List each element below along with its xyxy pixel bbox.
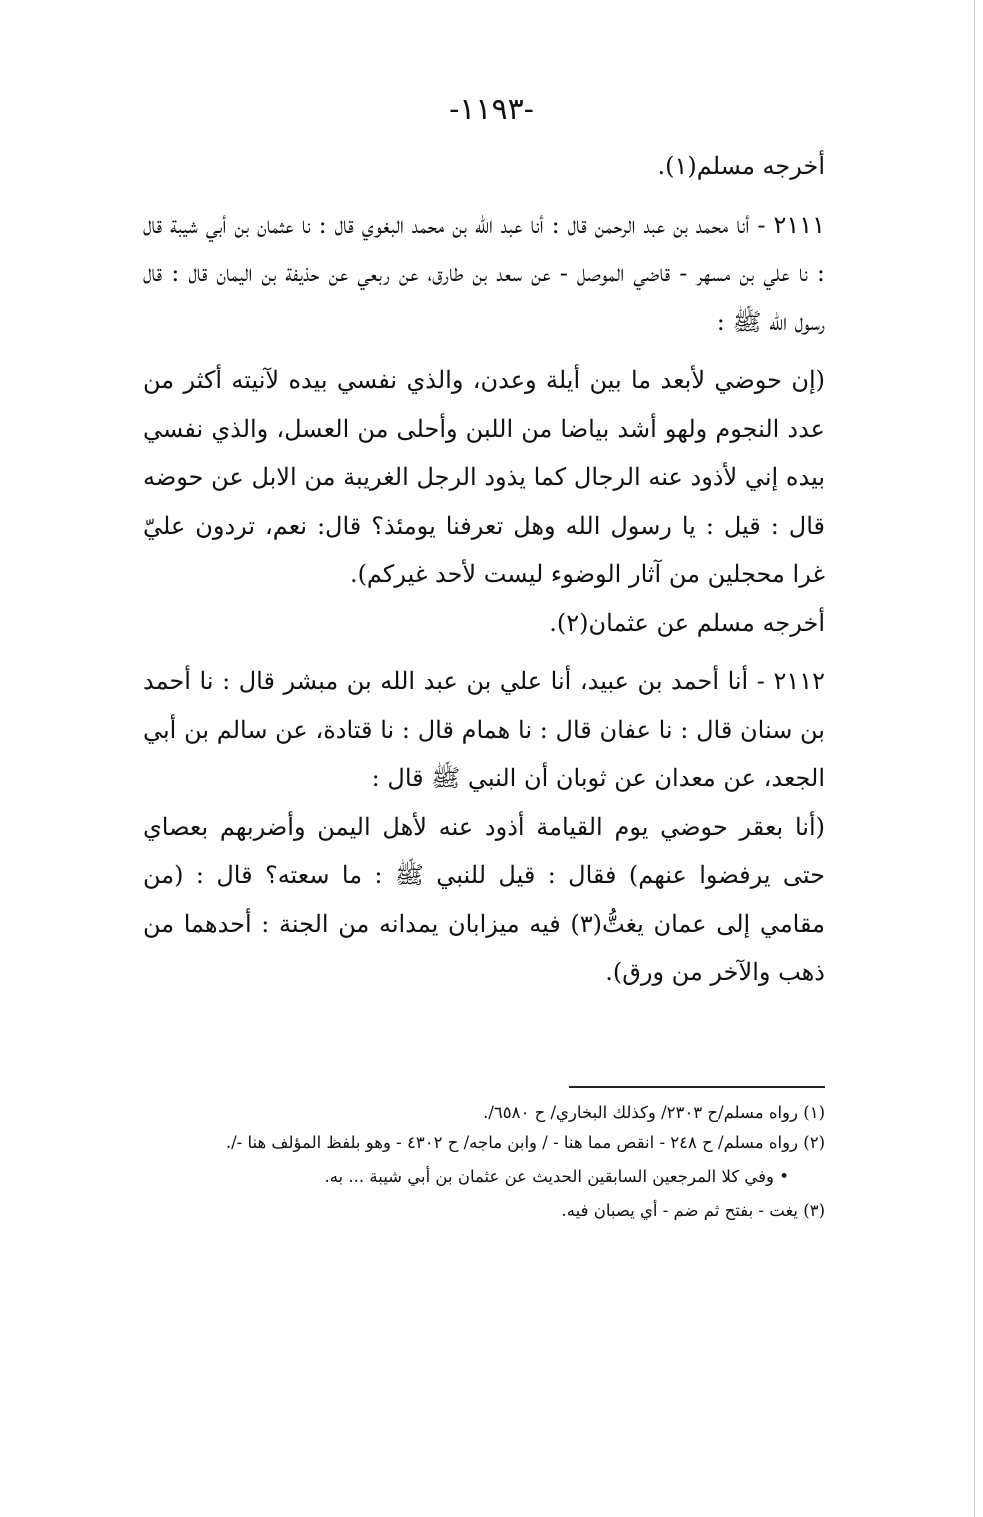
paragraph-hadith-2112-isnad: ٢١١٢ - أنا أحمد بن عبيد، أنا علي بن عبد الله بن مبشر قال : نا أحمد بن سنان قال : نا عفان قال : نا همام قال : نا قتادة، عن سالم بن أبي الجعد، عن معدان عن ثوبان أن النبي ﷺ قال : [143,667,825,792]
paragraph-takhrij-2: أخرجه مسلم عن عثمان(٢). [549,608,825,637]
paragraph-takhrij-1: أخرجه مسلم(١). [657,152,825,180]
main-text [143,142,825,997]
footnote-2-note: • وفي كلا المرجعين السابقين الحديث عن عثمان بن أبي شيبة ... به. [324,1167,789,1186]
footnote-3: (٣) يغت - بفتح ثم ضم - أي يصبان فيه. [561,1201,825,1220]
page-number: -١١٩٣- [449,92,534,127]
footnotes [143,1098,825,1226]
paragraph-hadith-2112-matn: (أنا بعقر حوضي يوم القيامة أذود عنه لأهل اليمن وأضربهم بعصاي حتى يرفضوا عنهم) فقال : قيل للنبي ﷺ : ما سعته؟ قال : (من مقامي إلى عمان يغتُّ(٣) فيه ميزابان يمدانه من الجنة : أحدهما من ذهب والآخر من ورق). [143,812,825,986]
paragraph-hadith-2111-isnad: ٢١١١ - أنا محمد بن عبد الرحمن قال : أنا عبد الله بن محمد البغوي قال : نا عثمان بن أبي شيبة قال : نا علي بن مسهر - قاضي الموصل - عن سعد بن طارق، عن ربعي عن حذيفة بن اليمان قال : قال رسول الله ﷺ : [143,210,825,336]
paragraph-hadith-2111-matn: (إن حوضي لأبعد ما بين أيلة وعدن، والذي نفسي بيده لآنيته أكثر من عدد النجوم ولهو أشد بياضا من اللبن وأحلى من العسل، والذي نفسي بيده إني لأذود عنه الرجال كما يذود الرجل الغريبة من الابل عن حوضه قال : قيل : يا رسول الله وهل تعرفنا يومئذ؟ قال: نعم، تردون عليّ غرا محجلين من آثار الوضوء ليست لأحد غيركم). [143,366,826,588]
footnote-divider [569,1086,825,1088]
footnote-2: (٢) رواه مسلم/ ح ٢٤٨ - انقص مما هنا - / وابن ماجه/ ح ٤٣٠٢ - وهو بلفظ المؤلف هنا -/. [225,1133,825,1152]
footnote-1: (١) رواه مسلم/ح ٢٣٠٣/ وكذلك البخاري/ ح ٦٥٨٠/. [483,1103,825,1122]
